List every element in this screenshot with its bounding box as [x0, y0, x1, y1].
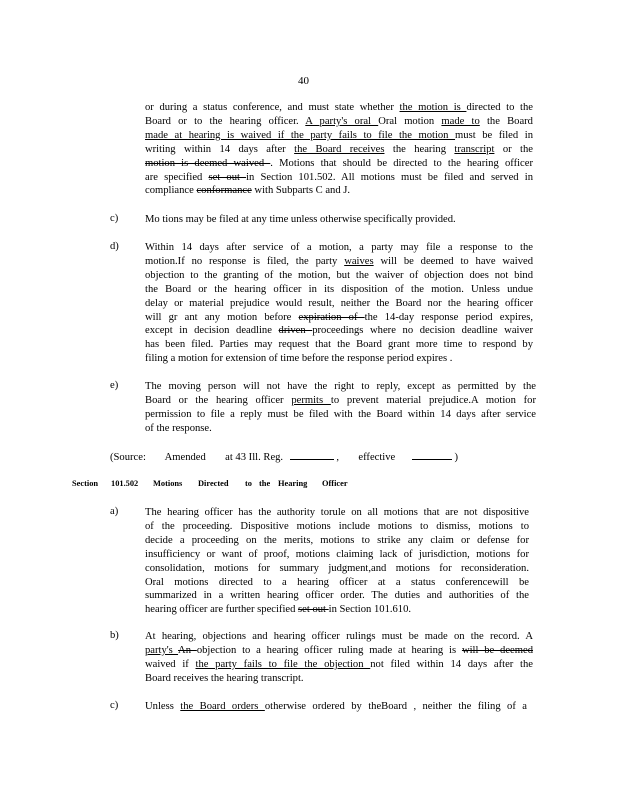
section-title-word: Motions — [153, 479, 183, 488]
text-run: At hearing, objections and hearing officer rulings must be made on the record. A — [145, 631, 533, 642]
text-run: Board receives the hearing transcript. — [145, 672, 304, 684]
text-line — [145, 562, 529, 575]
text-run: are specified — [145, 171, 209, 183]
text-run: will be deemed to have waived — [373, 255, 533, 267]
text-run: has been filed. Parties may request that the Board grant more time to respond by — [145, 339, 533, 351]
text-run: in Section 101.502. All motions must be filed and served in — [246, 171, 533, 183]
source-close: ) — [454, 452, 459, 463]
text-line — [145, 283, 533, 296]
text-line — [145, 115, 533, 128]
text-line — [145, 548, 529, 561]
paragraph-e-label: e) — [110, 380, 119, 391]
text-run: the Board or the hearing officer in its disposition of the motion. Unless undue — [145, 283, 533, 295]
text-line — [145, 700, 527, 713]
text-line — [145, 324, 533, 337]
text-run: of the response. — [145, 422, 212, 434]
text-run: or the — [494, 143, 533, 155]
text-line — [145, 269, 533, 282]
text-line — [145, 171, 533, 184]
text-line — [145, 129, 533, 142]
text-line — [145, 213, 456, 226]
text-line — [145, 241, 533, 254]
text-run: summarized in a written hearing officer order. The duties and authorities of the — [145, 590, 529, 602]
deleted-text: conformance — [196, 185, 252, 197]
deleted-text: set out — [298, 604, 329, 616]
paragraph-c-label: c) — [110, 213, 119, 224]
inserted-text: waives — [344, 255, 374, 267]
text-run: The moving person will not have the right to reply, except as permitted by the — [145, 381, 536, 392]
text-line — [145, 255, 533, 268]
text-run: motion.If no response is filed, the party — [145, 255, 345, 267]
text-run: Board or the hearing officer — [145, 394, 292, 406]
text-run: permission to file a reply must be filed with the Board within 14 days after service — [145, 408, 536, 420]
inserted-text: transcript — [454, 143, 495, 155]
text-run: in Section 101.610. — [328, 604, 412, 616]
text-run: decide a proceeding on the merits, motions to strike any claim or defense for — [145, 534, 529, 546]
text-run: Mo tions may be filed at any time unless otherwise specifically provided. — [145, 214, 456, 225]
register-blank — [290, 449, 334, 460]
text-line — [145, 658, 533, 671]
section-a-label: a) — [110, 506, 119, 517]
text-run: or during a status conference, and must state whether — [145, 102, 400, 113]
text-run: . Motions that should be directed to the hearing officer — [270, 157, 533, 169]
source-amended: Amended — [164, 452, 206, 463]
text-run: except in decision deadline — [145, 325, 279, 337]
text-run: must be filed in — [455, 129, 533, 141]
text-line — [145, 157, 533, 170]
section-number: 101.502 — [111, 479, 139, 488]
text-line — [145, 394, 536, 407]
source-register: at 43 Ill. Reg. — [225, 452, 284, 463]
deleted-text: driven — [278, 325, 313, 337]
deleted-text: expiration of — [298, 311, 365, 323]
inserted-text: permits — [291, 394, 331, 406]
text-run: the hearing — [384, 143, 455, 155]
text-line — [145, 338, 533, 351]
inserted-text: party's — [145, 644, 179, 656]
text-run: with Subparts C and J. — [251, 185, 351, 197]
text-run: the Board — [479, 115, 533, 127]
text-line — [145, 589, 529, 602]
section-word: Section — [72, 479, 99, 488]
text-run: consolidation, motions for summary judgment,and motions for reconsideration. — [145, 562, 529, 574]
text-run: objection to the granting of the motion, but the waiver of objection does not bind — [145, 269, 533, 281]
text-run: compliance — [145, 185, 197, 197]
section-c-label: c) — [110, 700, 119, 711]
effective-date-blank — [412, 449, 452, 460]
source-note: (Source: Amended at 43 Ill. Reg. , effective ) — [110, 449, 458, 464]
section-b-label: b) — [110, 630, 119, 641]
section-title-word: to — [245, 479, 252, 488]
text-run: delay or material prejudice would result, neither the Board nor the hearing officer — [145, 297, 533, 309]
text-run: proceedings where no decision deadline waiver — [312, 325, 533, 337]
text-run: of the proceeding. Dispositive motions include motions to dismiss, motions to — [145, 520, 529, 532]
text-line — [145, 352, 452, 365]
text-run: writing within 14 days after — [145, 143, 295, 155]
text-run: waived if — [145, 658, 196, 670]
inserted-text: A party's oral — [305, 115, 379, 127]
section-title-word: Hearing — [278, 479, 308, 488]
text-run: Within 14 days after service of a motion, a party may file a response to the — [145, 242, 533, 253]
section-title-word: the — [259, 479, 271, 488]
text-run: to prevent material prejudice.A motion for — [330, 394, 536, 406]
source-prefix: (Source: — [110, 452, 146, 463]
text-line — [145, 101, 533, 114]
text-line — [145, 520, 529, 533]
section-title-word: Officer — [322, 479, 348, 488]
deleted-text: will be deemed — [461, 644, 533, 656]
text-run: otherwise ordered by theBoard , neither the filing of a — [264, 701, 527, 712]
text-run: the 14-day response period expires, — [364, 311, 533, 323]
inserted-text: the Board orders — [180, 701, 265, 712]
text-run: not filed within 14 days after the — [370, 658, 533, 670]
text-run: Board or to the hearing officer. — [145, 115, 306, 127]
text-run: Oral motions directed to a hearing officer at a status conferencewill be — [145, 576, 529, 588]
text-line — [145, 506, 529, 519]
text-run: Oral motion — [378, 115, 442, 127]
inserted-text: made at hearing is waived if the party fails to file the motion — [145, 129, 456, 141]
page-number: 40 — [298, 75, 309, 87]
text-line — [145, 603, 411, 616]
text-line — [145, 380, 536, 393]
text-run: filing a motion for extension of time before the response period expires . — [145, 353, 453, 365]
text-line — [145, 534, 529, 547]
text-line — [145, 672, 304, 685]
deleted-text: motion is deemed waived — [145, 157, 271, 169]
text-run: insufficiency or want of proof, motions claiming lack of jurisdiction, motions for — [145, 548, 529, 560]
inserted-text: made to — [441, 115, 480, 127]
inserted-text: the Board receives — [294, 143, 385, 155]
inserted-text: the party fails to file the objection — [195, 658, 371, 670]
section-title-word: Directed — [198, 479, 229, 488]
text-line — [145, 576, 529, 589]
text-run: will gr ant any motion before — [145, 311, 299, 323]
text-line — [145, 630, 533, 643]
text-line — [145, 297, 533, 310]
text-line — [145, 143, 533, 156]
text-run: objection to a hearing officer ruling made at hearing is — [196, 644, 462, 656]
source-effective: effective — [358, 452, 396, 463]
text-line — [145, 184, 350, 197]
deleted-text: An — [178, 644, 197, 656]
text-line — [145, 422, 212, 435]
paragraph-d-label: d) — [110, 241, 119, 252]
text-line — [145, 644, 533, 657]
text-line — [145, 311, 533, 324]
text-run: The hearing officer has the authority torule on all motions that are not dispositive — [145, 507, 529, 518]
deleted-text: set out — [208, 171, 247, 183]
text-run: Unless — [145, 701, 181, 712]
text-run: directed to the — [466, 102, 533, 113]
text-line — [145, 408, 536, 421]
text-run: hearing officer are further specified — [145, 604, 299, 616]
inserted-text: the motion is — [399, 102, 467, 113]
